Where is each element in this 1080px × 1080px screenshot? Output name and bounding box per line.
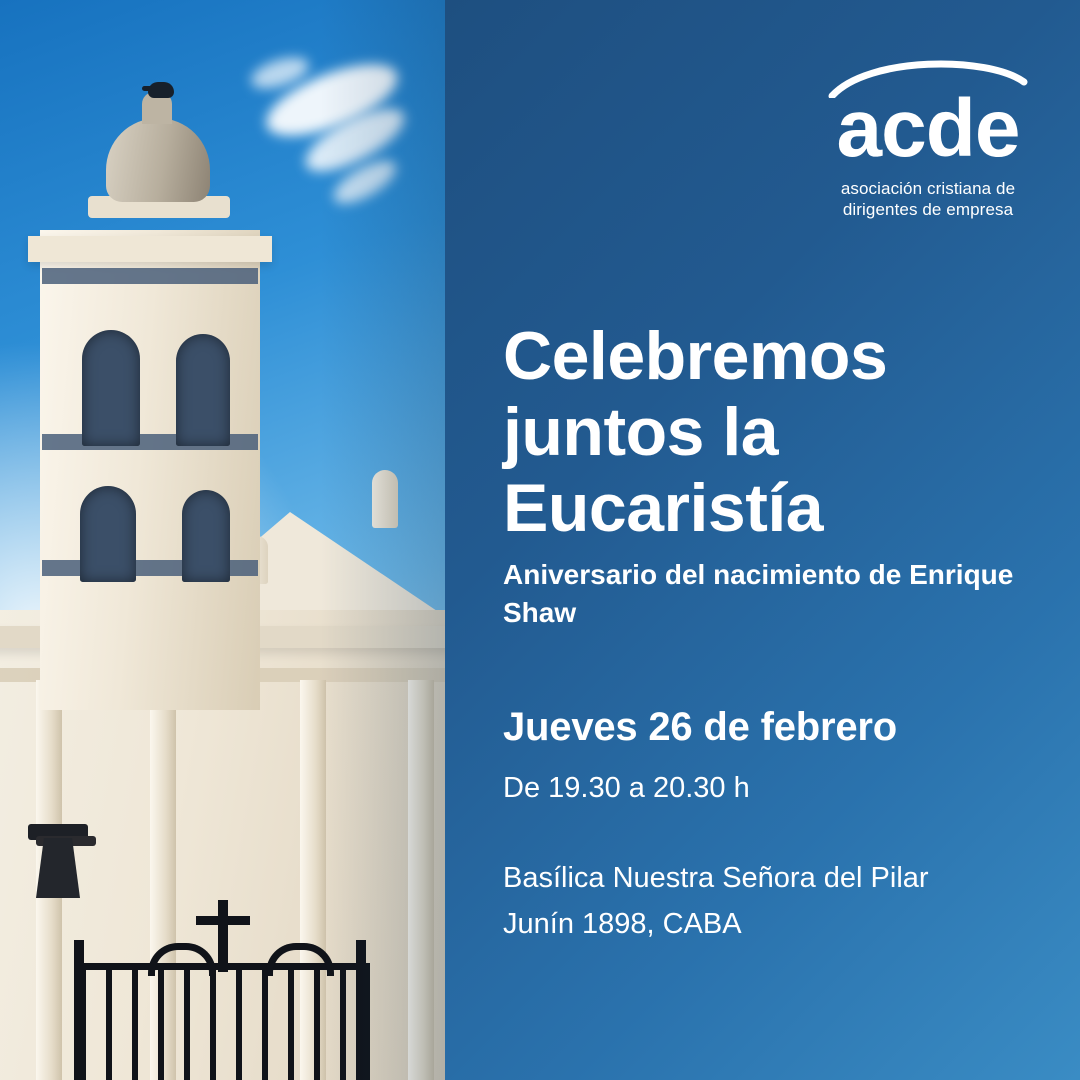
event-date: Jueves 26 de febrero — [503, 705, 897, 749]
roof-finial — [372, 470, 398, 528]
acde-logo — [828, 58, 1028, 221]
bell-arch-opening — [176, 334, 230, 446]
venue-address: Junín 1898, CABA — [503, 908, 742, 941]
iron-gate — [80, 963, 370, 1080]
facade-pilaster — [408, 680, 434, 1080]
event-time: De 19.30 a 20.30 h — [503, 772, 750, 804]
acde-logo-wordmark: acde — [836, 83, 1020, 174]
cross-icon — [218, 900, 228, 972]
tower-cornice — [28, 236, 272, 262]
basilica-tower-photo — [0, 0, 445, 1080]
acde-logo-tagline-line1: asociación cristiana de — [840, 179, 1016, 198]
content-panel — [445, 0, 1080, 1080]
subheadline: Aniversario del nacimiento de Enrique Shaw — [503, 559, 1014, 629]
bell-arch-opening — [82, 330, 140, 446]
acde-logo-tagline-line2: dirigentes de empresa — [842, 200, 1014, 220]
headline: Celebremos juntos la Eucaristía — [503, 317, 888, 546]
bell-arch-opening — [182, 490, 230, 582]
tower-band — [42, 268, 258, 284]
bell-arch-opening — [80, 486, 136, 582]
bird-icon — [148, 82, 174, 98]
venue-name: Basílica Nuestra Señora del Pilar — [503, 862, 929, 894]
bell-tower — [40, 230, 260, 710]
swoosh-arc-icon — [828, 52, 1028, 98]
event-venue — [503, 855, 929, 948]
